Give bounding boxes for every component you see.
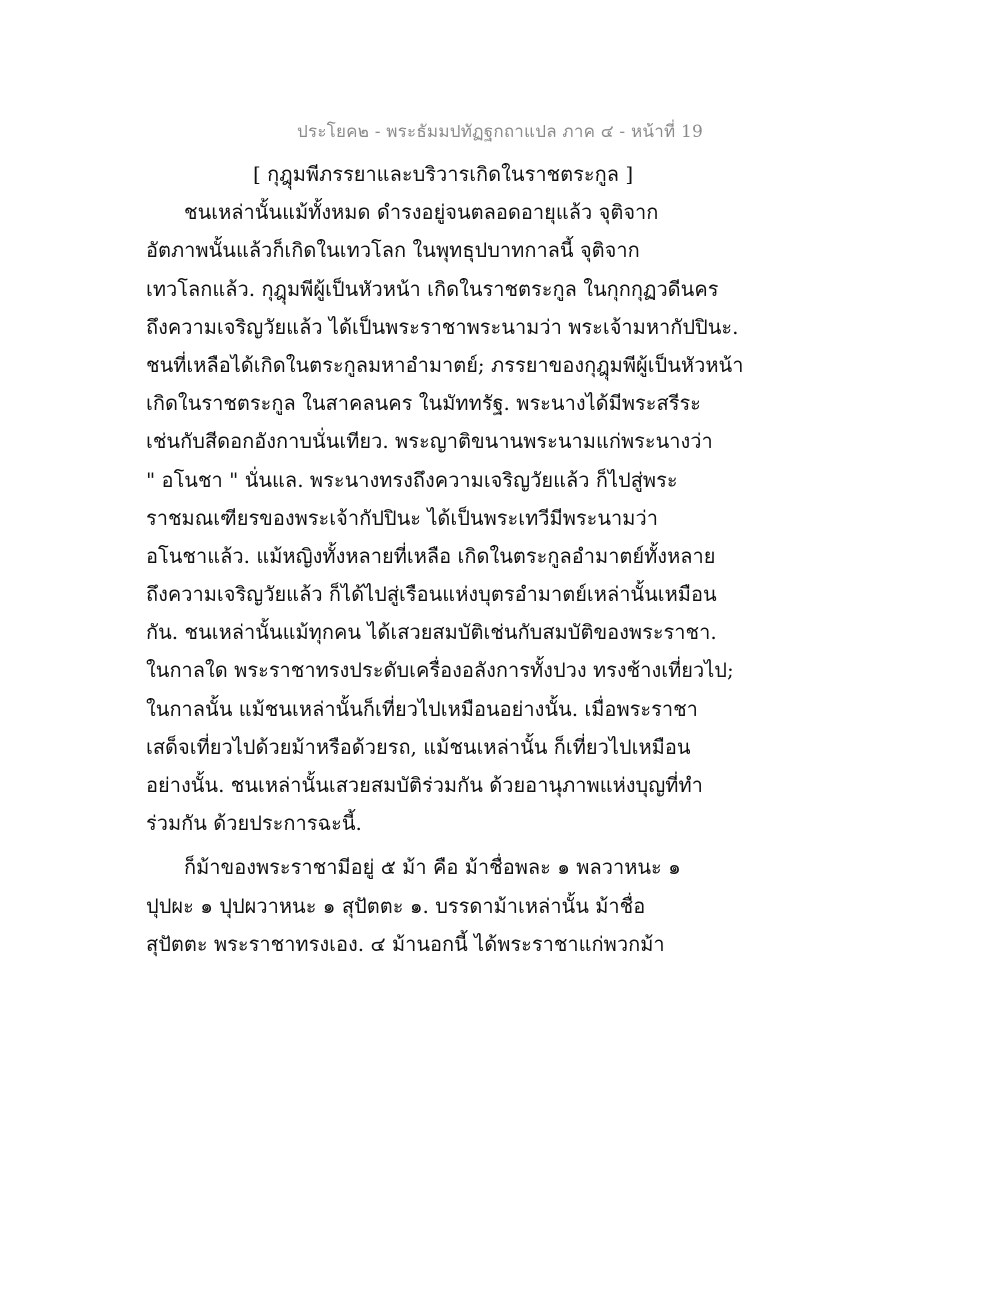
paragraph-1-line: อโนชาแล้ว. แม้หญิงทั้งหลายที่เหลือ เกิดในตระกูลอำมาตย์ทั้งหลาย	[146, 543, 716, 568]
paragraph-1-line: ราชมณเฑียรของพระเจ้ากัปปินะ ได้เป็นพระเทวีมีพระนามว่า	[146, 505, 658, 530]
section-title: [ กุฎุมพีภรรยาและบริวารเกิดในราชตระกูล ]	[253, 162, 634, 186]
paragraph-1-line: เสด็จเที่ยวไปด้วยม้าหรือด้วยรถ, แม้ชนเหล่านั้น ก็เที่ยวไปเหมือน	[146, 734, 691, 759]
paragraph-2-line: ก็ม้าของพระราชามีอยู่ ๕ ม้า คือ ม้าชื่อพละ ๑ พลวาหนะ ๑	[184, 855, 681, 880]
paragraph-1-line: ชนเหล่านั้นแม้ทั้งหมด ดำรงอยู่จนตลอดอายุแล้ว จุติจาก	[184, 200, 659, 225]
page-header-text: ประโยค๒ - พระธัมมปทัฏฐกถาแปล ภาค ๔ - หน้าที่ 19	[297, 122, 703, 142]
paragraph-1-line: เกิดในราชตระกูล ในสาคลนคร ในมัททรัฐ. พระนางได้มีพระสรีระ	[146, 391, 701, 416]
paragraph-2-line: สุปัตตะ พระราชาทรงเอง. ๔ ม้านอกนี้ ได้พระราชาแก่พวกม้า	[146, 931, 665, 956]
paragraph-1-line: ชนที่เหลือได้เกิดในตระกูลมหาอำมาตย์; ภรรยาของกุฎุมพีผู้เป็นหัวหน้า	[146, 352, 744, 377]
paragraph-1-line: เช่นกับสีดอกอังกาบนั่นเทียว. พระญาติขนานพระนามแก่พระนางว่า	[146, 429, 713, 454]
paragraph-1-line: " อโนชา " นั่นแล. พระนางทรงถึงความเจริญวัยแล้ว ก็ไปสู่พระ	[146, 467, 678, 492]
paragraph-1-line: กัน. ชนเหล่านั้นแม้ทุกคน ได้เสวยสมบัติเช่นกับสมบัติของพระราชา.	[146, 620, 717, 645]
paragraph-1-line: ในกาลใด พระราชาทรงประดับเครื่องอลังการทั้งปวง ทรงช้างเที่ยวไป;	[146, 658, 734, 683]
paragraph-1-line: เทวโลกแล้ว. กุฎุมพีผู้เป็นหัวหน้า เกิดในราชตระกูล ในกุกกุฏวดีนคร	[146, 276, 719, 301]
page-header	[0, 118, 1000, 145]
paragraph-1-line: ในกาลนั้น แม้ชนเหล่านั้นก็เที่ยวไปเหมือนอย่างนั้น. เมื่อพระราชา	[146, 696, 698, 721]
document-body	[146, 155, 786, 963]
paragraph-1-line: ถึงความเจริญวัยแล้ว ก็ได้ไปสู่เรือนแห่งบุตรอำมาตย์เหล่านั้นเหมือน	[146, 582, 717, 607]
paragraph-1-line: ร่วมกัน ด้วยประการฉะนี้.	[146, 811, 362, 836]
paragraph-1-line: อย่างนั้น. ชนเหล่านั้นเสวยสมบัติร่วมกัน ด้วยอานุภาพแห่งบุญที่ทำ	[146, 773, 703, 797]
paragraph-2-line: ปุปผะ ๑ ปุปผวาหนะ ๑ สุปัตตะ ๑. บรรดาม้าเหล่านั้น ม้าชื่อ	[146, 893, 646, 918]
paragraph-1-line: ถึงความเจริญวัยแล้ว ได้เป็นพระราชาพระนามว่า พระเจ้ามหากัปปินะ.	[146, 314, 739, 339]
paragraph-1-line: อัตภาพนั้นแล้วก็เกิดในเทวโลก ในพุทธุปบาทกาลนี้ จุติจาก	[146, 238, 640, 263]
